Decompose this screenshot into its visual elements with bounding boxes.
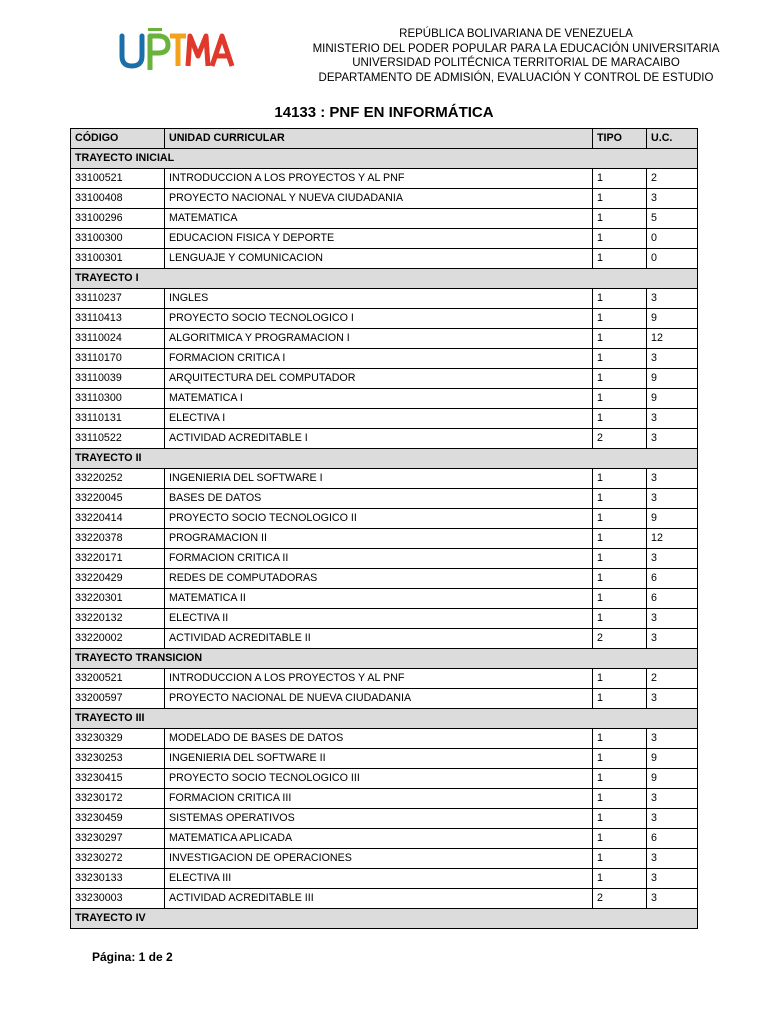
- course-code: 33220301: [71, 589, 165, 609]
- course-credits: 2: [647, 669, 698, 689]
- table-row: [71, 509, 698, 529]
- table-row: [71, 729, 698, 749]
- course-name: PROGRAMACION II: [165, 529, 593, 549]
- course-credits: 3: [647, 549, 698, 569]
- course-credits: 0: [647, 229, 698, 249]
- course-type: 1: [593, 209, 647, 229]
- course-credits: 12: [647, 329, 698, 349]
- table-row: [71, 829, 698, 849]
- table-row: [71, 169, 698, 189]
- course-name: ELECTIVA I: [165, 409, 593, 429]
- course-type: 1: [593, 409, 647, 429]
- course-credits: 3: [647, 789, 698, 809]
- course-name: ACTIVIDAD ACREDITABLE II: [165, 629, 593, 649]
- table-row: [71, 289, 698, 309]
- course-name: ACTIVIDAD ACREDITABLE I: [165, 429, 593, 449]
- course-credits: 3: [647, 189, 698, 209]
- course-code: 33100408: [71, 189, 165, 209]
- course-type: 1: [593, 509, 647, 529]
- course-code: 33110039: [71, 369, 165, 389]
- course-name: PROYECTO NACIONAL Y NUEVA CIUDADANIA: [165, 189, 593, 209]
- course-credits: 3: [647, 689, 698, 709]
- course-name: INGLES: [165, 289, 593, 309]
- course-credits: 9: [647, 369, 698, 389]
- course-code: 33110170: [71, 349, 165, 369]
- course-code: 33110131: [71, 409, 165, 429]
- course-type: 1: [593, 249, 647, 269]
- course-credits: 3: [647, 469, 698, 489]
- course-name: FORMACION CRITICA I: [165, 349, 593, 369]
- table-header-row: [71, 129, 698, 149]
- course-code: 33110300: [71, 389, 165, 409]
- course-code: 33230415: [71, 769, 165, 789]
- course-credits: 0: [647, 249, 698, 269]
- course-code: 33220171: [71, 549, 165, 569]
- table-row: [71, 609, 698, 629]
- table-row: [71, 469, 698, 489]
- course-code: 33230253: [71, 749, 165, 769]
- course-type: 1: [593, 609, 647, 629]
- table-body: [71, 149, 698, 929]
- header-line-university: UNIVERSIDAD POLITÉCNICA TERRITORIAL DE MARACAIBO: [352, 57, 680, 69]
- table-row: [71, 409, 698, 429]
- course-type: 1: [593, 469, 647, 489]
- course-type: 1: [593, 229, 647, 249]
- section-row: [71, 709, 698, 729]
- course-credits: 3: [647, 629, 698, 649]
- course-code: 33230272: [71, 849, 165, 869]
- course-credits: 3: [647, 809, 698, 829]
- course-name: INGENIERIA DEL SOFTWARE I: [165, 469, 593, 489]
- course-credits: 9: [647, 509, 698, 529]
- uptma-logo: [118, 26, 236, 72]
- course-code: 33230003: [71, 889, 165, 909]
- course-credits: 6: [647, 569, 698, 589]
- course-credits: 3: [647, 869, 698, 889]
- column-header-type: TIPO: [593, 129, 647, 149]
- table-row: [71, 489, 698, 509]
- course-name: REDES DE COMPUTADORAS: [165, 569, 593, 589]
- table-row: [71, 589, 698, 609]
- course-credits: 3: [647, 889, 698, 909]
- course-code: 33230172: [71, 789, 165, 809]
- course-type: 1: [593, 849, 647, 869]
- course-name: LENGUAJE Y COMUNICACION: [165, 249, 593, 269]
- course-type: 1: [593, 569, 647, 589]
- course-name: EDUCACION FISICA Y DEPORTE: [165, 229, 593, 249]
- course-name: INTRODUCCION A LOS PROYECTOS Y AL PNF: [165, 669, 593, 689]
- column-header-code: CÓDIGO: [71, 129, 165, 149]
- course-credits: 12: [647, 529, 698, 549]
- section-row: [71, 149, 698, 169]
- section-title: TRAYECTO I: [71, 269, 698, 289]
- course-code: 33200597: [71, 689, 165, 709]
- course-code: 33220132: [71, 609, 165, 629]
- course-name: PROYECTO NACIONAL DE NUEVA CIUDADANIA: [165, 689, 593, 709]
- table-row: [71, 569, 698, 589]
- course-type: 1: [593, 789, 647, 809]
- course-type: 1: [593, 669, 647, 689]
- course-type: 1: [593, 369, 647, 389]
- course-code: 33200521: [71, 669, 165, 689]
- course-type: 1: [593, 869, 647, 889]
- course-type: 1: [593, 189, 647, 209]
- course-credits: 3: [647, 289, 698, 309]
- course-name: SISTEMAS OPERATIVOS: [165, 809, 593, 829]
- course-credits: 3: [647, 349, 698, 369]
- section-row: [71, 449, 698, 469]
- course-name: INVESTIGACION DE OPERACIONES: [165, 849, 593, 869]
- course-type: 1: [593, 309, 647, 329]
- course-code: 33220002: [71, 629, 165, 649]
- course-code: 33230329: [71, 729, 165, 749]
- course-credits: 3: [647, 609, 698, 629]
- course-code: 33110237: [71, 289, 165, 309]
- page-number: Página: 1 de 2: [92, 950, 173, 964]
- course-name: ELECTIVA III: [165, 869, 593, 889]
- table-row: [71, 529, 698, 549]
- course-credits: 3: [647, 849, 698, 869]
- section-title: TRAYECTO IV: [71, 909, 698, 929]
- course-name: ACTIVIDAD ACREDITABLE III: [165, 889, 593, 909]
- document-title: 14133 : PNF EN INFORMÁTICA: [274, 104, 494, 121]
- course-name: BASES DE DATOS: [165, 489, 593, 509]
- course-credits: 6: [647, 589, 698, 609]
- course-name: ARQUITECTURA DEL COMPUTADOR: [165, 369, 593, 389]
- course-name: MATEMATICA: [165, 209, 593, 229]
- course-type: 1: [593, 349, 647, 369]
- course-name: INTRODUCCION A LOS PROYECTOS Y AL PNF: [165, 169, 593, 189]
- table-row: [71, 629, 698, 649]
- course-type: 1: [593, 589, 647, 609]
- section-title: TRAYECTO II: [71, 449, 698, 469]
- course-type: 1: [593, 549, 647, 569]
- column-header-credits: U.C.: [647, 129, 698, 149]
- table-row: [71, 669, 698, 689]
- table-row: [71, 249, 698, 269]
- course-code: 33110522: [71, 429, 165, 449]
- table-row: [71, 389, 698, 409]
- course-code: 33100296: [71, 209, 165, 229]
- table-row: [71, 769, 698, 789]
- course-code: 33230133: [71, 869, 165, 889]
- course-code: 33220045: [71, 489, 165, 509]
- course-name: PROYECTO SOCIO TECNOLOGICO I: [165, 309, 593, 329]
- table-row: [71, 189, 698, 209]
- table-row: [71, 889, 698, 909]
- table-row: [71, 349, 698, 369]
- course-code: 33220252: [71, 469, 165, 489]
- header-line-department: DEPARTAMENTO DE ADMISIÓN, EVALUACIÓN Y CONTROL DE ESTUDIO: [318, 71, 714, 84]
- section-title: TRAYECTO INICIAL: [71, 149, 698, 169]
- course-code: 33230297: [71, 829, 165, 849]
- table-row: [71, 369, 698, 389]
- course-type: 1: [593, 389, 647, 409]
- table-row: [71, 429, 698, 449]
- course-type: 1: [593, 769, 647, 789]
- table-row: [71, 309, 698, 329]
- course-name: FORMACION CRITICA III: [165, 789, 593, 809]
- table-row: [71, 549, 698, 569]
- table-row: [71, 689, 698, 709]
- course-name: FORMACION CRITICA II: [165, 549, 593, 569]
- course-code: 33110413: [71, 309, 165, 329]
- course-code: 33110024: [71, 329, 165, 349]
- course-name: ALGORITMICA Y PROGRAMACION I: [165, 329, 593, 349]
- table-row: [71, 209, 698, 229]
- course-code: 33100300: [71, 229, 165, 249]
- course-credits: 3: [647, 729, 698, 749]
- course-name: PROYECTO SOCIO TECNOLOGICO II: [165, 509, 593, 529]
- course-type: 1: [593, 289, 647, 309]
- course-name: MODELADO DE BASES DE DATOS: [165, 729, 593, 749]
- course-credits: 3: [647, 429, 698, 449]
- course-credits: 9: [647, 389, 698, 409]
- table-row: [71, 809, 698, 829]
- course-name: ELECTIVA II: [165, 609, 593, 629]
- course-type: 2: [593, 889, 647, 909]
- course-credits: 6: [647, 829, 698, 849]
- section-row: [71, 649, 698, 669]
- course-type: 1: [593, 809, 647, 829]
- course-type: 2: [593, 429, 647, 449]
- course-credits: 5: [647, 209, 698, 229]
- table-row: [71, 229, 698, 249]
- section-row: [71, 909, 698, 929]
- course-type: 1: [593, 729, 647, 749]
- header-line-republic: REPÚBLICA BOLIVARIANA DE VENEZUELA: [399, 28, 633, 40]
- course-name: MATEMATICA II: [165, 589, 593, 609]
- table-row: [71, 869, 698, 889]
- course-code: 33220429: [71, 569, 165, 589]
- section-title: TRAYECTO TRANSICION: [71, 649, 698, 669]
- header-line-ministry: MINISTERIO DEL PODER POPULAR PARA LA EDUCACIÓN UNIVERSITARIA: [312, 42, 720, 55]
- table-row: [71, 749, 698, 769]
- course-name: PROYECTO SOCIO TECNOLOGICO III: [165, 769, 593, 789]
- table-row: [71, 789, 698, 809]
- course-type: 1: [593, 169, 647, 189]
- course-type: 1: [593, 529, 647, 549]
- course-type: 1: [593, 749, 647, 769]
- course-code: 33100301: [71, 249, 165, 269]
- course-credits: 3: [647, 409, 698, 429]
- section-title: TRAYECTO III: [71, 709, 698, 729]
- course-type: 1: [593, 829, 647, 849]
- table-row: [71, 849, 698, 869]
- institution-header: [300, 27, 732, 85]
- column-header-course: UNIDAD CURRICULAR: [165, 129, 593, 149]
- course-type: 1: [593, 489, 647, 509]
- course-name: MATEMATICA APLICADA: [165, 829, 593, 849]
- course-name: INGENIERIA DEL SOFTWARE II: [165, 749, 593, 769]
- course-type: 2: [593, 629, 647, 649]
- course-credits: 3: [647, 489, 698, 509]
- section-row: [71, 269, 698, 289]
- course-code: 33100521: [71, 169, 165, 189]
- course-type: 1: [593, 329, 647, 349]
- course-credits: 9: [647, 769, 698, 789]
- course-code: 33220378: [71, 529, 165, 549]
- course-code: 33230459: [71, 809, 165, 829]
- curriculum-table: [70, 128, 698, 929]
- course-code: 33220414: [71, 509, 165, 529]
- course-type: 1: [593, 689, 647, 709]
- course-credits: 9: [647, 309, 698, 329]
- course-credits: 9: [647, 749, 698, 769]
- course-name: MATEMATICA I: [165, 389, 593, 409]
- table-row: [71, 329, 698, 349]
- course-credits: 2: [647, 169, 698, 189]
